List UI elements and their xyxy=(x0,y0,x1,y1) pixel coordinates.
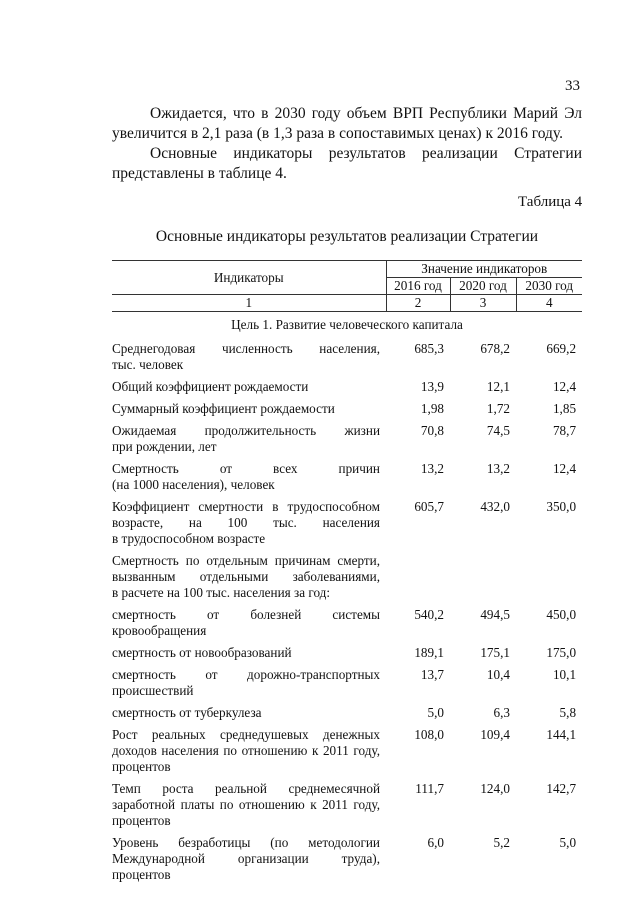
indicator-name-line: процентов xyxy=(112,867,171,882)
column-number-row xyxy=(112,295,582,312)
indicator-name-line: смертность от болезней системы xyxy=(112,607,380,622)
indicator-value-2020: 678,2 xyxy=(480,341,510,356)
header-values: Значение индикаторов xyxy=(386,261,582,278)
indicator-name-line: в расчете на 100 тыс. населения за год: xyxy=(112,585,331,600)
paragraph-grp xyxy=(112,104,582,144)
indicator-value-2020: 74,5 xyxy=(486,423,510,438)
table-row xyxy=(112,831,582,885)
paragraph-indicators xyxy=(112,144,582,184)
indicator-value-2030: 78,7 xyxy=(552,423,577,438)
indicator-name-line: Международной организации труда), xyxy=(112,851,380,866)
indicator-value-2030: 175,0 xyxy=(546,645,577,660)
header-year-2030: 2030 год xyxy=(516,278,582,295)
indicator-name-line: при рождении, лет xyxy=(112,439,217,454)
paragraph-indicators-line1: Основные индикаторы результатов реализации Стратегии xyxy=(150,145,582,162)
paragraph-grp-line1: Ожидается, что в 2030 году объем ВРП Республики Марий Эл xyxy=(150,105,582,122)
indicator-name-line: процентов xyxy=(112,759,171,774)
indicator-value-2020: 175,1 xyxy=(480,645,510,660)
indicator-value-2030: 350,0 xyxy=(546,499,577,514)
indicator-value-2030: 12,4 xyxy=(552,379,577,394)
indicator-value-2016: 108,0 xyxy=(414,727,444,742)
indicator-value-2016: 605,7 xyxy=(414,499,444,514)
table-row xyxy=(112,375,582,397)
column-number: 3 xyxy=(450,295,516,312)
indicator-name xyxy=(112,419,386,457)
table-row xyxy=(112,603,582,641)
indicator-value-2020: 13,2 xyxy=(486,461,510,476)
indicator-value-2020: 12,1 xyxy=(486,379,510,394)
table-row xyxy=(112,419,582,457)
table-title: Основные индикаторы результатов реализации Стратегии xyxy=(155,228,539,245)
indicator-name-line: Общий коэффициент рождаемости xyxy=(112,379,309,394)
indicator-value-2030: 144,1 xyxy=(546,727,577,742)
indicator-name xyxy=(112,337,386,375)
indicator-value-2016: 13,9 xyxy=(420,379,444,394)
indicator-name xyxy=(112,603,386,641)
table-row xyxy=(112,777,582,831)
indicator-value-2030 xyxy=(516,549,582,603)
indicator-value-2016: 1,98 xyxy=(420,401,444,416)
indicator-name xyxy=(112,723,386,777)
indicator-name xyxy=(112,831,386,885)
table-row xyxy=(112,457,582,495)
indicators-table xyxy=(112,260,582,885)
indicator-name-line: (на 1000 населения), человек xyxy=(112,477,275,492)
indicator-name-line: процентов xyxy=(112,813,171,828)
goal-heading: Цель 1. Развитие человеческого капитала xyxy=(231,317,463,332)
indicator-name-line: Уровень безработицы (по методологии xyxy=(112,835,380,850)
table-row xyxy=(112,641,582,663)
indicator-value-2016: 189,1 xyxy=(414,645,444,660)
table-row xyxy=(112,663,582,701)
indicator-value-2020: 10,4 xyxy=(486,667,510,682)
indicator-value-2030: 5,8 xyxy=(559,705,577,720)
indicator-name-line: тыс. человек xyxy=(112,357,184,372)
indicator-value-2020: 432,0 xyxy=(480,499,510,514)
indicator-name xyxy=(112,375,386,397)
indicator-value-2020: 5,2 xyxy=(493,835,510,850)
table-row xyxy=(112,701,582,723)
indicator-value-2016 xyxy=(386,549,450,603)
indicator-name-line: происшествий xyxy=(112,683,194,698)
indicator-value-2030: 450,0 xyxy=(546,607,577,622)
indicator-name-line: смертность от туберкулеза xyxy=(112,705,262,720)
indicator-value-2016: 70,8 xyxy=(420,423,444,438)
table-row xyxy=(112,495,582,549)
indicator-name xyxy=(112,701,386,723)
indicator-value-2030: 10,1 xyxy=(552,667,577,682)
indicator-value-2020 xyxy=(450,549,516,603)
paragraph-grp-line2: увеличится в 2,1 раза (в 1,3 раза в сопоставимых ценах) к 2016 году. xyxy=(112,125,563,142)
indicator-value-2016: 111,7 xyxy=(415,781,444,796)
indicator-name xyxy=(112,777,386,831)
indicator-value-2016: 540,2 xyxy=(414,607,444,622)
paragraph-indicators-line2: представлены в таблице 4. xyxy=(112,165,287,182)
indicator-name xyxy=(112,663,386,701)
header-year-2016: 2016 год xyxy=(386,278,450,295)
indicator-name-line: Ожидаемая продолжительность жизни xyxy=(112,423,380,438)
indicator-name-line: Среднегодовая численность населения, xyxy=(112,341,380,356)
indicator-name xyxy=(112,641,386,663)
indicator-name xyxy=(112,397,386,419)
header-indicators: Индикаторы xyxy=(112,261,386,295)
indicator-value-2016: 5,0 xyxy=(427,705,444,720)
table-row xyxy=(112,337,582,375)
indicator-value-2030: 142,7 xyxy=(546,781,577,796)
indicator-name-line: кровообращения xyxy=(112,623,207,638)
indicator-name-line: смертность от дорожно-транспортных xyxy=(112,667,380,682)
indicator-value-2030: 669,2 xyxy=(546,341,577,356)
indicator-name-line: вызванным отдельными заболеваниями, xyxy=(112,569,380,584)
indicator-value-2016: 6,0 xyxy=(427,835,444,850)
table-reference: Таблица 4 xyxy=(518,194,583,210)
indicator-name-line: возрасте, на 100 тыс. населения xyxy=(112,515,380,530)
indicator-value-2030: 1,85 xyxy=(552,401,577,416)
indicator-value-2020: 494,5 xyxy=(480,607,510,622)
indicator-name xyxy=(112,495,386,549)
indicator-name-line: доходов населения по отношению к 2011 году, xyxy=(112,743,380,758)
indicator-name xyxy=(112,457,386,495)
indicator-value-2020: 1,72 xyxy=(486,401,510,416)
table-row xyxy=(112,549,582,603)
indicator-name-line: заработной платы по отношению к 2011 году, xyxy=(112,797,380,812)
table-row xyxy=(112,397,582,419)
indicator-value-2020: 6,3 xyxy=(493,705,510,720)
indicator-name xyxy=(112,549,386,603)
header-year-2020: 2020 год xyxy=(450,278,516,295)
column-number: 2 xyxy=(386,295,450,312)
indicator-name-line: Коэффициент смертности в трудоспособном xyxy=(112,499,380,514)
table-row xyxy=(112,723,582,777)
column-number: 1 xyxy=(112,295,386,312)
indicator-value-2020: 124,0 xyxy=(480,781,510,796)
indicator-name-line: в трудоспособном возрасте xyxy=(112,531,266,546)
indicator-value-2020: 109,4 xyxy=(480,727,510,742)
indicator-name-line: Смертность от всех причин xyxy=(112,461,380,476)
indicator-name-line: Рост реальных среднедушевых денежных xyxy=(112,727,380,742)
indicator-name-line: Смертность по отдельным причинам смерти, xyxy=(112,553,380,568)
indicator-name-line: Суммарный коэффициент рождаемости xyxy=(112,401,335,416)
indicator-value-2030: 5,0 xyxy=(559,835,577,850)
indicator-value-2016: 13,7 xyxy=(420,667,444,682)
indicator-name-line: смертность от новообразований xyxy=(112,645,292,660)
indicator-name-line: Темп роста реальной среднемесячной xyxy=(112,781,380,796)
indicator-value-2030: 12,4 xyxy=(552,461,577,476)
indicator-value-2016: 685,3 xyxy=(414,341,444,356)
page-number: 33 xyxy=(565,78,580,94)
column-number: 4 xyxy=(516,295,582,312)
indicator-value-2016: 13,2 xyxy=(420,461,444,476)
